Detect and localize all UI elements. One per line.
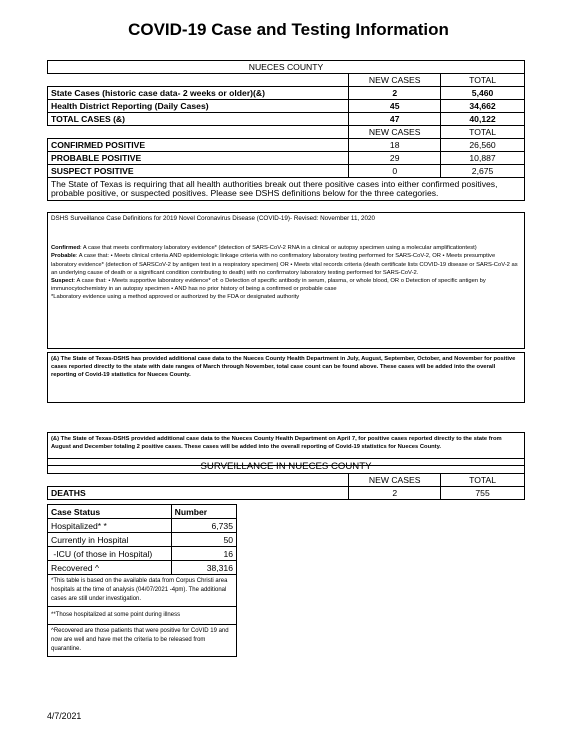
note-row — [48, 575, 237, 607]
surveillance-table — [47, 458, 525, 500]
status-note-2: **Those hospitalized at some point during illness — [48, 607, 237, 625]
suspect-label: Suspect — [51, 278, 74, 285]
col-total: TOTAL — [441, 474, 525, 487]
nueces-county-header: NUECES COUNTY — [48, 61, 525, 74]
row-total: 2,675 — [441, 165, 525, 178]
table-row — [48, 561, 237, 575]
table-row — [48, 87, 525, 100]
note-row — [48, 178, 525, 201]
table-row — [48, 152, 525, 165]
note-row — [48, 625, 237, 657]
row-new: 0 — [349, 165, 441, 178]
col-case-status: Case Status — [48, 505, 172, 519]
col-new-cases: NEW CASES — [349, 126, 441, 139]
col-total: TOTAL — [441, 126, 525, 139]
categories-note: The State of Texas is requiring that all health authorities break out there positive cases into either confirmed positives, probable positive, or suspected positives. Please see DSHS definitions below for the three categories. — [48, 178, 525, 201]
table-row — [48, 487, 525, 500]
table-header-row — [48, 474, 525, 487]
table-header-row — [48, 74, 525, 87]
row-label: Health District Reporting (Daily Cases) — [48, 100, 349, 113]
col-new-cases: NEW CASES — [349, 474, 441, 487]
row-new: 18 — [349, 139, 441, 152]
status-note-1: *This table is based on the available data from Corpus Christi area hospitals at the time of analysis (04/07/2021 -4pm). The additional cases are still under investigation. — [48, 575, 237, 607]
footer-date: 4/7/2021 — [47, 711, 82, 721]
row-label: Currently in Hospital — [48, 533, 172, 547]
table-row — [48, 519, 237, 533]
table-header-row — [48, 505, 237, 519]
case-definitions — [47, 212, 525, 349]
row-label: -ICU (of those in Hospital) — [48, 547, 172, 561]
confirmed-label: Confirmed — [51, 245, 80, 252]
row-new: 45 — [349, 100, 441, 113]
row-value: 6,735 — [171, 519, 236, 533]
row-new: 2 — [349, 87, 441, 100]
row-label: PROBABLE POSITIVE — [48, 152, 349, 165]
note-row — [48, 607, 237, 625]
table-title-row — [48, 459, 525, 474]
table-title-row — [48, 61, 525, 74]
row-label: TOTAL CASES (&) — [48, 113, 349, 126]
row-label: Recovered ^ — [48, 561, 172, 575]
row-total: 34,662 — [441, 100, 525, 113]
row-label: DEATHS — [48, 487, 349, 500]
state-data-note-1: (&) The State of Texas-DSHS has provided additional case data to the Nueces County Health Department in July, August, September, October, and November for positive cases reported directly to the state with date ranges of March through November, total case count can be found above. These cases will be added into the overall reporting of Covid-19 statistics for Nueces County. — [47, 352, 525, 403]
row-value: 38,316 — [171, 561, 236, 575]
table-row — [48, 139, 525, 152]
status-note-3: ^Recovered are those patients that were positive for CoVID 19 and now are well and have met the criteria to be released from quarantine. — [48, 625, 237, 657]
row-label: CONFIRMED POSITIVE — [48, 139, 349, 152]
table-row — [48, 113, 525, 126]
row-total: 40,122 — [441, 113, 525, 126]
row-label: State Cases (historic case data- 2 weeks or older)(&) — [48, 87, 349, 100]
row-total: 26,560 — [441, 139, 525, 152]
col-number: Number — [171, 505, 236, 519]
definitions-heading: DSHS Surveillance Case Definitions for 2019 Novel Coronavirus Disease (COVID-19)- Revised: November 11, 2020 — [51, 215, 375, 222]
row-total: 755 — [441, 487, 525, 500]
row-value: 50 — [171, 533, 236, 547]
row-total: 10,887 — [441, 152, 525, 165]
row-label: SUSPECT POSITIVE — [48, 165, 349, 178]
probable-text: : A case that: • Meets clinical criteria AND epidemiologic linkage criteria with no confirmatory laboratory testing performed for SARS-CoV-2, OR • Meets presumptive laboratory evidence* (detection of SARSCoV-2 by antigen test in a respiratory specimen) OR • Meets vital records criteria (death certificate lists COVID-19 disease or SARS-CoV-2 as an underlying cause of death or a significant condition contributing to death) with no confirmatory laboratory testing performed for SARS-CoV-2. — [51, 253, 518, 276]
col-new-cases: NEW CASES — [349, 74, 441, 87]
table-row — [48, 100, 525, 113]
row-new: 47 — [349, 113, 441, 126]
definition-probable — [51, 252, 521, 277]
table-row — [48, 165, 525, 178]
table-row — [48, 547, 237, 561]
probable-label: Probable — [51, 253, 76, 260]
definitions-footnote: *Laboratory evidence using a method approved or authorized by the FDA or designated authority — [51, 294, 300, 301]
page-title: COVID-19 Case and Testing Information — [128, 20, 449, 39]
table-header-row — [48, 126, 525, 139]
state-data-note-2: (&) The State of Texas-DSHS provided additional case data to the Nueces County Health Department on April 7, for positive cases reported directly to the state from August and December totaling 2 positive cases. These cases will be added into the overall reporting of Covid-19 statistics for Nueces County. — [47, 432, 525, 466]
row-new: 2 — [349, 487, 441, 500]
definition-suspect — [51, 277, 521, 293]
surveillance-title: SURVEILLANCE IN NUECES COUNTY — [48, 459, 525, 474]
definition-confirmed — [51, 244, 521, 252]
row-total: 5,460 — [441, 87, 525, 100]
col-total: TOTAL — [441, 74, 525, 87]
row-new: 29 — [349, 152, 441, 165]
case-status-table — [47, 504, 237, 657]
row-value: 16 — [171, 547, 236, 561]
nueces-county-table — [47, 60, 525, 201]
confirmed-text: : A case that meets confirmatory laboratory evidence* (detection of SARS-CoV-2 RNA in a clinical or autopsy specimen using a molecular amplificationtest) — [80, 245, 477, 252]
table-row — [48, 533, 237, 547]
suspect-text: : A case that: • Meets supportive laboratory evidence* of: o Detection of specific antibody in serum, plasma, or whole blood, OR o Detection of specific antigen by immunocytochemistry in an autopsy specimen • AND has no prior history of being a confirmed or probable case — [51, 278, 486, 293]
row-label: Hospitalized* * — [48, 519, 172, 533]
